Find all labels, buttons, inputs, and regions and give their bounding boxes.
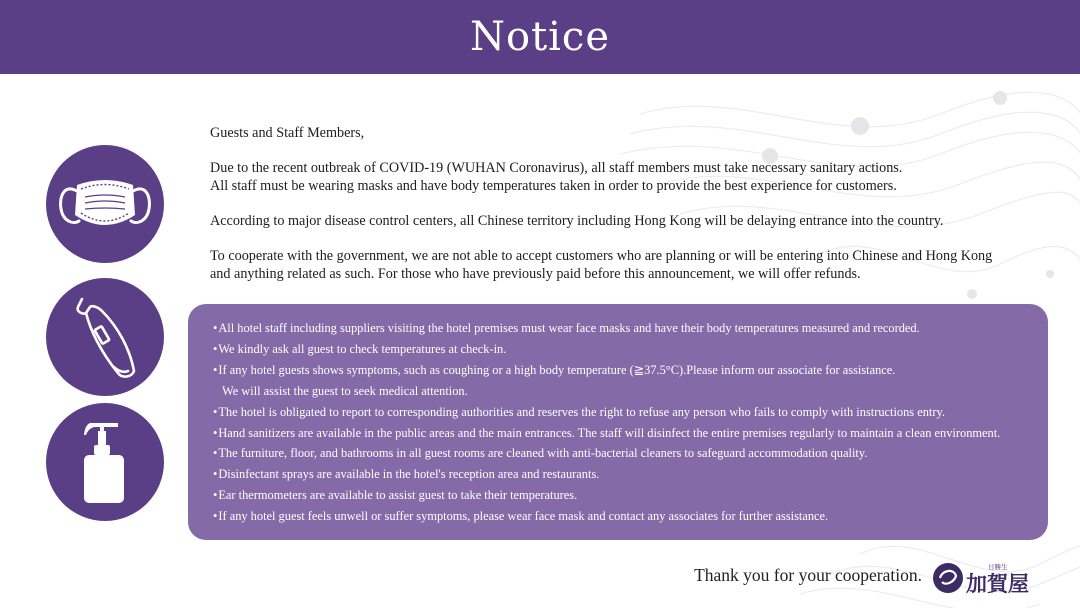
list-item: •If any hotel guests shows symptoms, such as coughing or a high body temperature (≧37.5°C).Please inform our associate for assistance. <box>213 362 896 377</box>
svg-text:日勝生: 日勝生 <box>988 563 1008 571</box>
sanitizer-bottle-icon <box>70 417 140 507</box>
kagaya-logo <box>932 560 1052 596</box>
intro-paragraph-2: According to major disease control centers, all Chinese territory including Hong Kong will be delaying entrance into the country. <box>210 213 944 229</box>
sanitizer-icon-circle <box>46 403 164 521</box>
thermometer-icon-circle <box>46 278 164 396</box>
face-mask-icon <box>55 169 155 239</box>
intro-text <box>210 124 1070 300</box>
rules-list <box>188 304 1048 527</box>
list-item: •The hotel is obligated to report to corresponding authorities and reserves the right to refuse any person who fails to comply with instructions entry. <box>213 404 945 419</box>
page-title: Notice <box>469 14 611 60</box>
list-item: •The furniture, floor, and bathrooms in all guest rooms are cleaned with anti-bacterial cleaners to safeguard accommodation quality. <box>213 446 868 461</box>
thank-you-message: Thank you for your cooperation. <box>694 565 922 585</box>
intro-paragraph-1: Due to the recent outbreak of COVID-19 (WUHAN Coronavirus), all staff members must take necessary sanitary actions. All staff must be wearing masks and have body temperatures taken in order to provide the best experience for customers. <box>210 160 903 194</box>
list-item: •Ear thermometers are available to assist guest to take their temperatures. <box>213 488 578 503</box>
rules-panel <box>188 304 1048 540</box>
svg-text:加賀屋: 加賀屋 <box>966 572 1029 596</box>
list-item: •Hand sanitizers are available in the public areas and the main entrances. The staff will disinfect the entire premises regularly to maintain a clean environment. <box>213 425 1001 440</box>
mask-icon-circle <box>46 145 164 263</box>
ear-thermometer-icon <box>60 289 150 385</box>
list-item: •Disinfectant sprays are available in the hotel's reception area and restaurants. <box>213 467 600 482</box>
notice-header <box>0 0 1080 74</box>
list-item: •We kindly ask all guest to check temperatures at check-in. <box>213 341 507 356</box>
intro-paragraph-3: To cooperate with the government, we are not able to accept customers who are planning or will be entering into Chinese and Hong Kong and anything related as such. For those who have previously paid before this announcement, we will offer refunds. <box>210 248 993 282</box>
list-item: •If any hotel guest feels unwell or suffer symptoms, please wear face mask and contact any associates for further assistance. <box>213 509 829 524</box>
greeting: Guests and Staff Members, <box>210 125 365 141</box>
list-item: •All hotel staff including suppliers visiting the hotel premises must wear face masks and have their body temperatures measured and recorded. <box>213 321 920 335</box>
list-item: We will assist the guest to seek medical attention. <box>222 383 468 398</box>
